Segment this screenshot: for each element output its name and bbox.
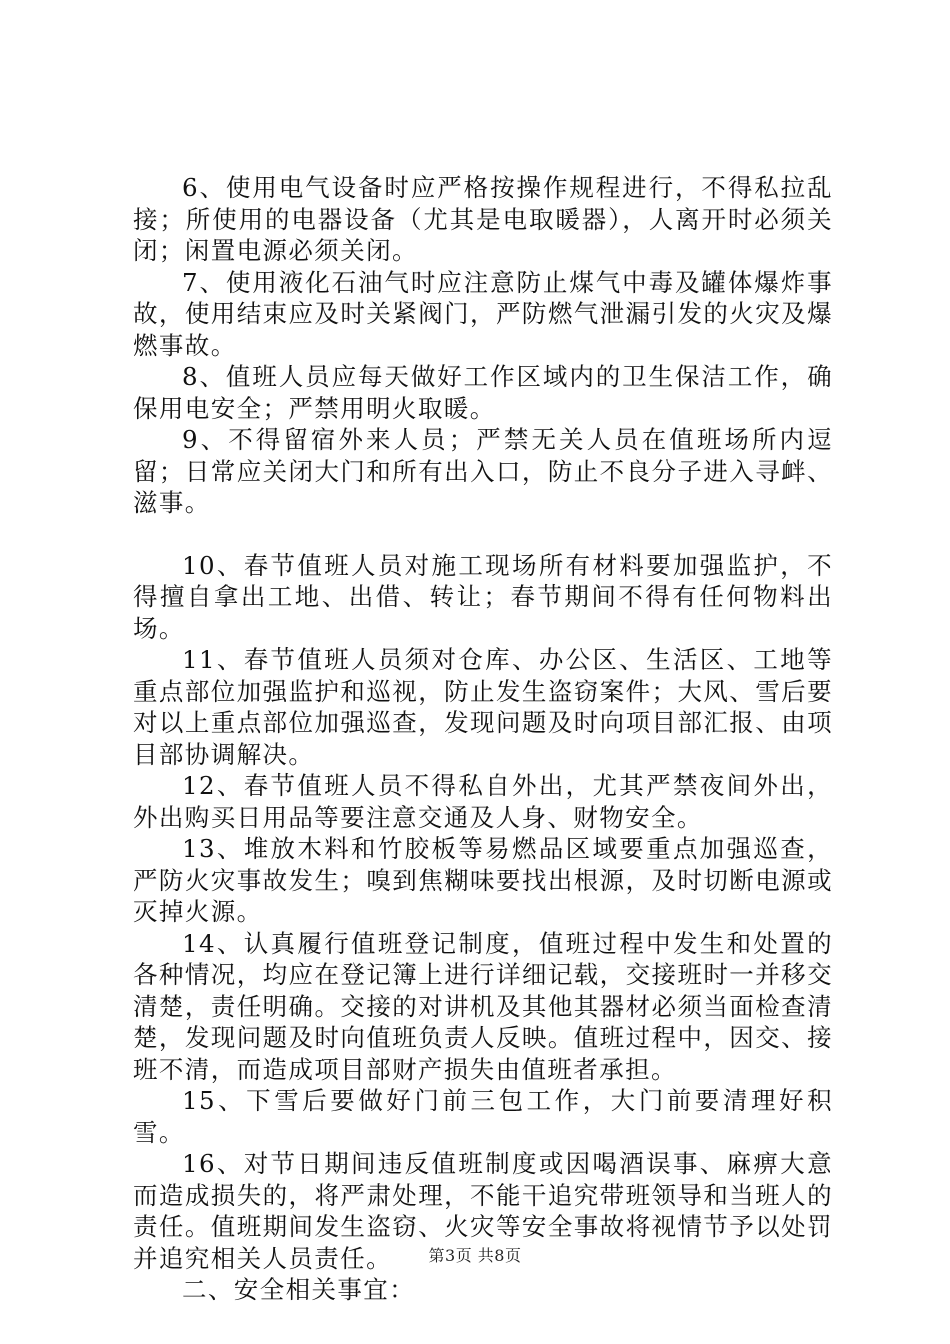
paragraph-item-13: 13、堆放木料和竹胶板等易燃品区域要重点加强巡查，严防火灾事故发生；嗅到焦糊味要找出根源，及时切断电源或灭掉火源。 bbox=[133, 834, 833, 926]
paragraph-item-11: 11、春节值班人员须对仓库、办公区、生活区、工地等重点部位加强监护和巡视，防止发生盗窃案件；大风、雪后要对以上重点部位加强巡查，发现问题及时向项目部汇报、由项目部协调解决。 bbox=[133, 645, 833, 769]
document-body bbox=[133, 172, 833, 1306]
paragraph-item-9: 9、不得留宿外来人员；严禁无关人员在值班场所内逗留；日常应关闭大门和所有出入口，防止不良分子进入寻衅、滋事。 bbox=[133, 425, 833, 517]
paragraph-item-16: 16、对节日期间违反值班制度或因喝酒误事、麻痹大意而造成损失的，将严肃处理，不能干追究带班领导和当班人的责任。值班期间发生盗窃、火灾等安全事故将视情节予以处罚并追究相关人员责任。 bbox=[133, 1149, 833, 1273]
paragraph-item-10: 10、春节值班人员对施工现场所有材料要加强监护，不得擅自拿出工地、出借、转让；春节期间不得有任何物料出场。 bbox=[133, 550, 833, 643]
paragraph-item-7: 7、使用液化石油气时应注意防止煤气中毒及罐体爆炸事故，使用结束应及时关紧阀门，严防燃气泄漏引发的火灾及爆燃事故。 bbox=[133, 267, 833, 360]
paragraph-item-15: 15、下雪后要做好门前三包工作，大门前要清理好积雪。 bbox=[133, 1086, 833, 1147]
paragraph-item-8: 8、值班人员应每天做好工作区域内的卫生保洁工作，确保用电安全；严禁用明火取暖。 bbox=[133, 362, 833, 423]
page-number-footer: 第3页 共8页 bbox=[428, 1246, 522, 1265]
paragraph-item-14: 14、认真履行值班登记制度，值班过程中发生和处置的各种情况，均应在登记簿上进行详细记载，交接班时一并移交清楚，责任明确。交接的对讲机及其他其器材必须当面检查清楚，发现问题及时向值班负责人反映。值班过程中，因交、接班不清，而造成项目部财产损失由值班者承担。 bbox=[133, 928, 833, 1084]
section-heading-safety: 二、安全相关事宜： bbox=[182, 1275, 416, 1304]
paragraph-item-12: 12、春节值班人员不得私自外出，尤其严禁夜间外出，外出购买日用品等要注意交通及人身、财物安全。 bbox=[133, 771, 833, 832]
paragraph-item-6: 6、使用电气设备时应严格按操作规程进行，不得私拉乱接；所使用的电器设备（尤其是电取暖器），人离开时必须关闭；闲置电源必须关闭。 bbox=[133, 173, 833, 265]
